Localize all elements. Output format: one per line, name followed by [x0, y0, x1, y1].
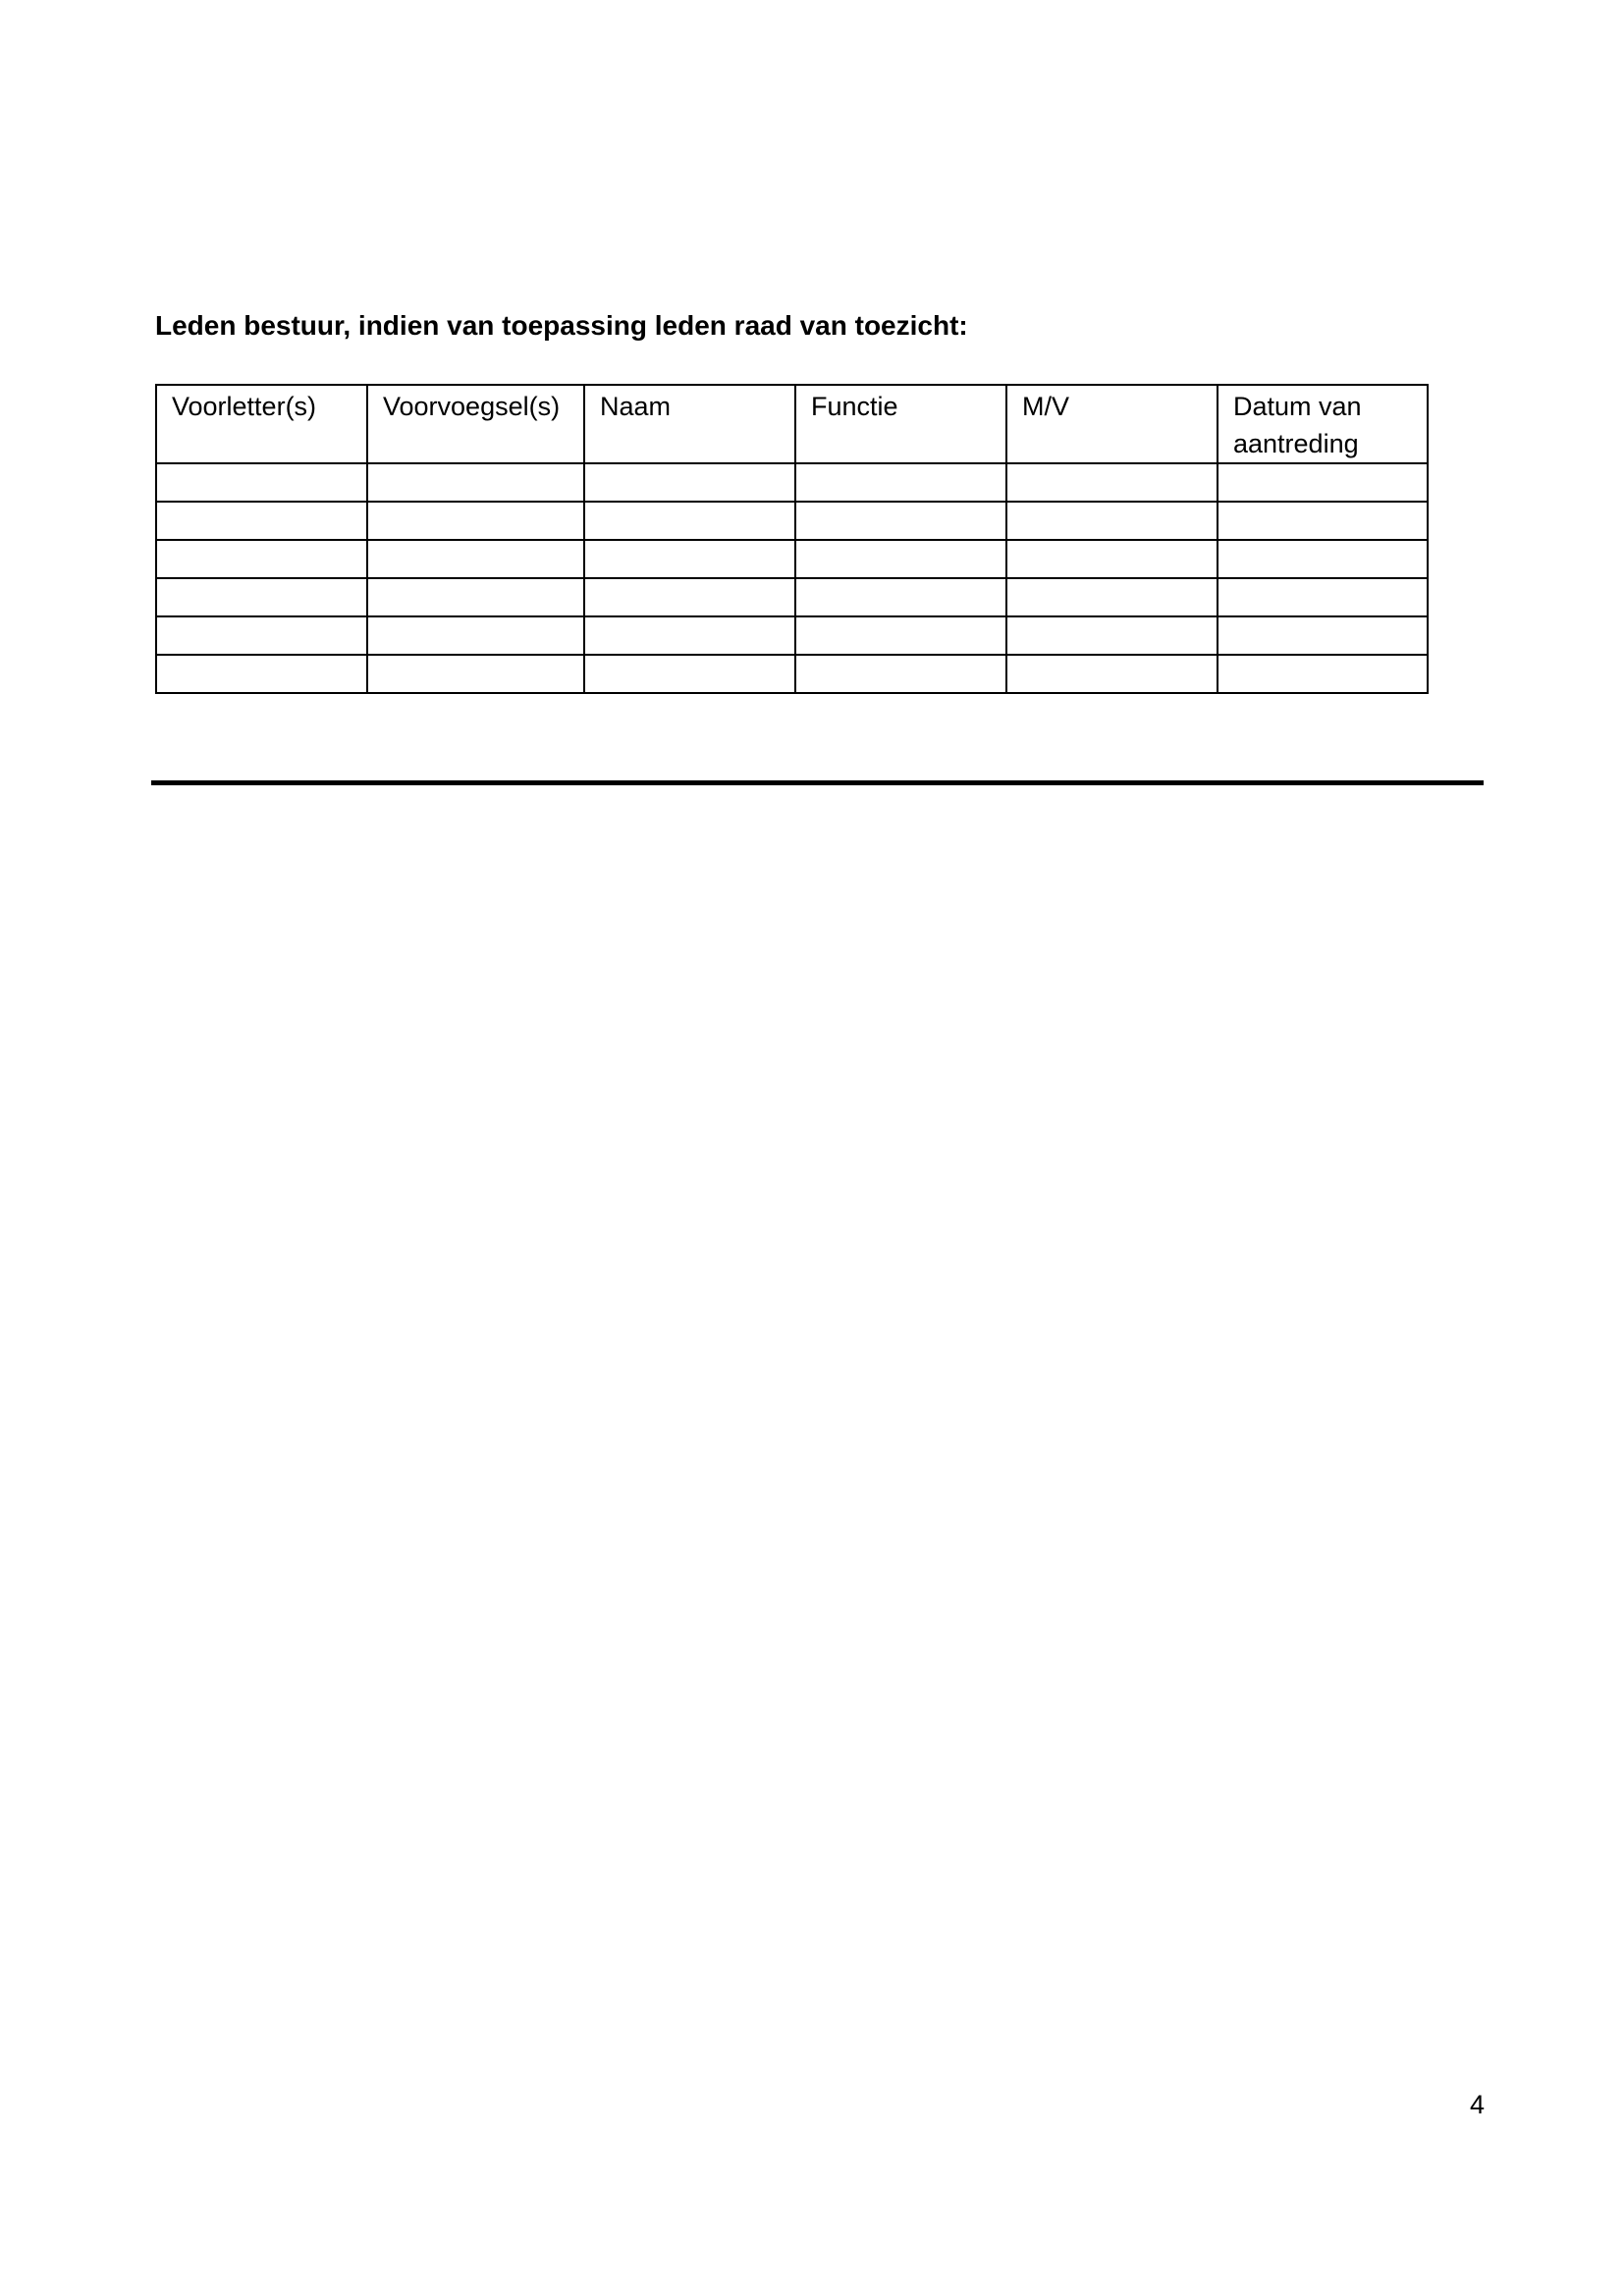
- table-cell[interactable]: [156, 578, 367, 616]
- table-header-row: [156, 385, 1428, 463]
- table-cell[interactable]: [584, 540, 795, 578]
- section-heading: Leden bestuur, indien van toepassing leden raad van toezicht:: [155, 310, 968, 341]
- table-cell[interactable]: [1006, 655, 1218, 693]
- table-row: [156, 578, 1428, 616]
- table-cell[interactable]: [584, 463, 795, 502]
- table-cell[interactable]: [367, 578, 584, 616]
- table-cell[interactable]: [795, 463, 1006, 502]
- column-header-functie: Functie: [795, 385, 1006, 463]
- table-cell[interactable]: [1006, 463, 1218, 502]
- table-cell[interactable]: [1006, 616, 1218, 655]
- table-cell[interactable]: [795, 502, 1006, 540]
- column-header-naam: Naam: [584, 385, 795, 463]
- table-cell[interactable]: [795, 655, 1006, 693]
- table-cell[interactable]: [584, 655, 795, 693]
- table-cell[interactable]: [1006, 540, 1218, 578]
- table-cell[interactable]: [795, 578, 1006, 616]
- table-row: [156, 655, 1428, 693]
- page-number: 4: [1469, 2090, 1485, 2119]
- table-cell[interactable]: [367, 655, 584, 693]
- table-cell[interactable]: [795, 616, 1006, 655]
- table-row: [156, 540, 1428, 578]
- table-cell[interactable]: [1218, 502, 1428, 540]
- table-cell[interactable]: [156, 502, 367, 540]
- column-header-voorvoegsels: Voorvoegsel(s): [367, 385, 584, 463]
- table-row: [156, 463, 1428, 502]
- table-cell[interactable]: [1006, 578, 1218, 616]
- table-cell[interactable]: [156, 616, 367, 655]
- column-header-voorletters: Voorletter(s): [156, 385, 367, 463]
- board-members-table: [155, 384, 1429, 694]
- table-cell[interactable]: [1218, 578, 1428, 616]
- horizontal-divider: [151, 780, 1484, 785]
- table-cell[interactable]: [795, 540, 1006, 578]
- table-cell[interactable]: [584, 578, 795, 616]
- column-header-mv: M/V: [1006, 385, 1218, 463]
- column-header-datum-van-aantreding: Datum van aantreding: [1218, 385, 1428, 463]
- table-cell[interactable]: [156, 540, 367, 578]
- table-cell[interactable]: [367, 463, 584, 502]
- table-row: [156, 616, 1428, 655]
- table-cell[interactable]: [156, 655, 367, 693]
- table-cell[interactable]: [367, 616, 584, 655]
- table-cell[interactable]: [367, 502, 584, 540]
- table-cell[interactable]: [156, 463, 367, 502]
- table-cell[interactable]: [1218, 655, 1428, 693]
- table-cell[interactable]: [584, 502, 795, 540]
- table-cell[interactable]: [1218, 616, 1428, 655]
- table-cell[interactable]: [1218, 540, 1428, 578]
- table-cell[interactable]: [584, 616, 795, 655]
- table-cell[interactable]: [1218, 463, 1428, 502]
- table-cell[interactable]: [1006, 502, 1218, 540]
- table-row: [156, 502, 1428, 540]
- table-cell[interactable]: [367, 540, 584, 578]
